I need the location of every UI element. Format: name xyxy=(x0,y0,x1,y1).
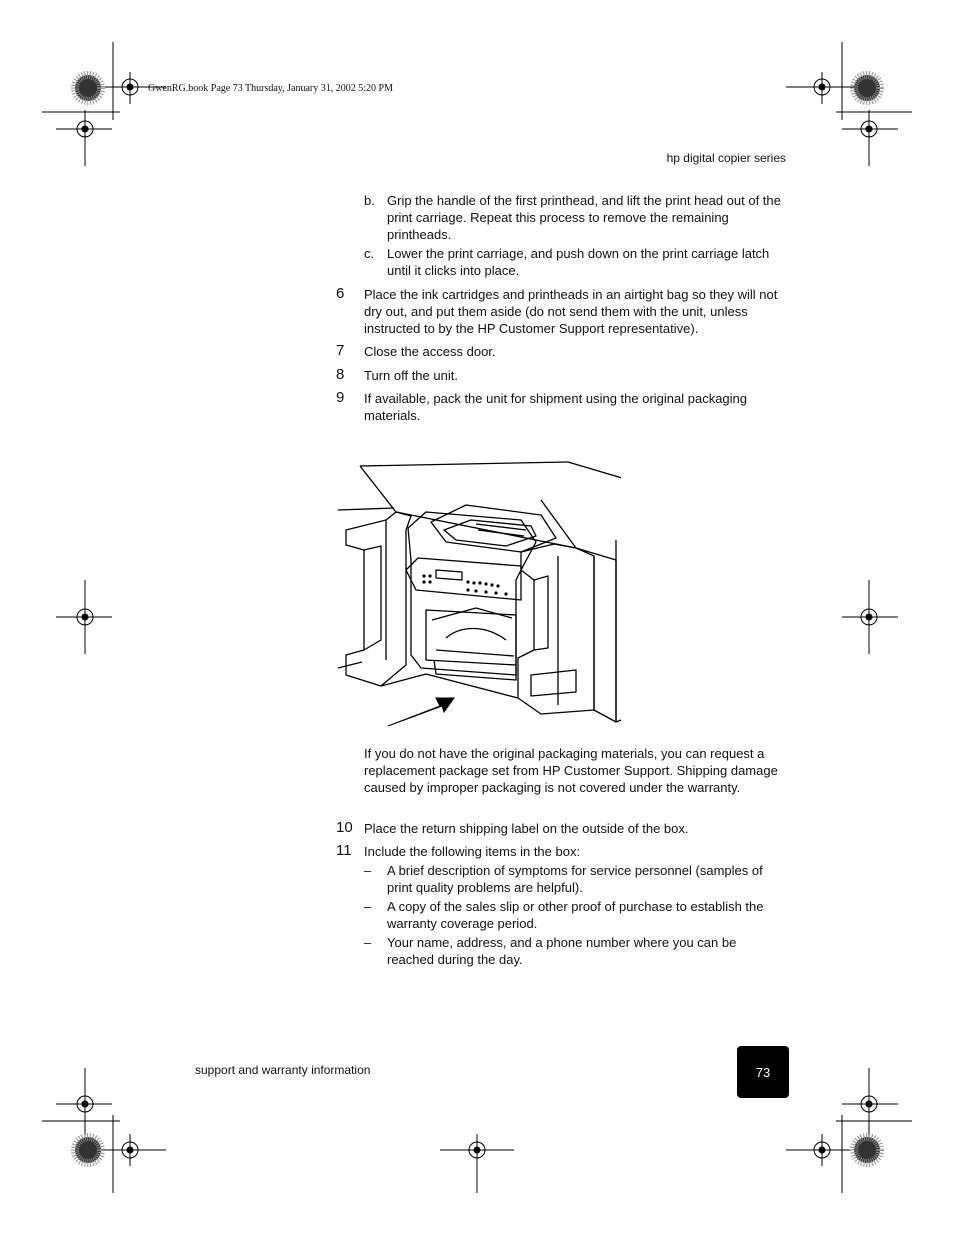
bullet-text: A copy of the sales slip or other proof of purchase to establish the warranty coverage period. xyxy=(387,899,764,931)
file-slug: GwenRG.book Page 73 Thursday, January 31, 2002 5:20 PM xyxy=(148,83,393,94)
substep-label: c. xyxy=(364,246,375,261)
registration-target-icon xyxy=(95,1134,166,1166)
step-number: 8 xyxy=(336,366,345,383)
insert-direction-arrow-icon xyxy=(388,698,454,726)
step-number: 7 xyxy=(336,342,345,359)
registration-target-icon xyxy=(842,580,898,654)
registration-target-icon xyxy=(786,1134,858,1166)
step-10 xyxy=(336,820,786,837)
footer-section-title: support and warranty information xyxy=(195,1063,371,1077)
substep-b xyxy=(364,192,784,243)
star-target-icon xyxy=(854,1137,880,1163)
bullet-dash: – xyxy=(364,935,372,950)
step-8 xyxy=(336,367,786,384)
step-number: 9 xyxy=(336,389,345,406)
star-target-icon xyxy=(75,75,101,101)
bullet-item xyxy=(364,862,784,896)
bullet-dash: – xyxy=(364,899,372,914)
registration-target-icon xyxy=(440,1134,514,1193)
step-text: Close the access door. xyxy=(364,344,496,359)
registration-target-icon xyxy=(842,1068,898,1140)
step-number: 11 xyxy=(336,842,352,859)
bullet-item xyxy=(364,898,784,932)
registration-target-icon xyxy=(56,110,112,166)
star-target-icon xyxy=(75,1137,101,1163)
bullet-dash: – xyxy=(364,863,372,878)
page-number-tab xyxy=(737,1046,789,1098)
page-number: 73 xyxy=(755,1064,771,1080)
step-text: Turn off the unit. xyxy=(364,368,458,383)
star-target-icon xyxy=(854,75,880,101)
registration-target-icon xyxy=(56,1068,112,1140)
packaging-illustration xyxy=(336,460,621,728)
registration-target-icon xyxy=(56,580,112,654)
step-text: Include the following items in the box: xyxy=(364,844,581,859)
step-number: 6 xyxy=(336,285,345,302)
bullet-item xyxy=(364,934,784,968)
step-text: If available, pack the unit for shipment using the original packaging materials. xyxy=(364,391,748,423)
substep-text: Grip the handle of the first printhead, and lift the print head out of the print carriage. Repeat this process to remove the remaining printheads. xyxy=(387,193,781,242)
step-text: Place the ink cartridges and printheads in an airtight bag so they will not dry out, and put them aside (do not send them with the unit, unless instructed to by the HP Customer Support representative). xyxy=(364,287,778,336)
step-6 xyxy=(336,286,786,337)
step-11 xyxy=(336,843,786,860)
note-paragraph: If you do not have the original packaging materials, you can request a replacement package set from HP Customer Support. Shipping damage caused by improper packaging is not covered under the warranty. xyxy=(364,746,778,795)
substep-text: Lower the print carriage, and push down on the print carriage latch until it clicks into place. xyxy=(387,246,770,278)
registration-target-icon xyxy=(786,72,858,104)
step-text: Place the return shipping label on the outside of the box. xyxy=(364,821,689,836)
registration-target-icon xyxy=(842,110,898,166)
bullet-text: A brief description of symptoms for service personnel (samples of print quality problems are helpful). xyxy=(387,863,763,895)
substep-label: b. xyxy=(364,193,375,208)
step-number: 10 xyxy=(336,819,353,836)
substep-c xyxy=(364,245,784,279)
step-7 xyxy=(336,343,786,360)
running-head: hp digital copier series xyxy=(666,151,786,165)
step-9 xyxy=(336,390,786,424)
bullet-text: Your name, address, and a phone number where you can be reached during the day. xyxy=(387,935,737,967)
